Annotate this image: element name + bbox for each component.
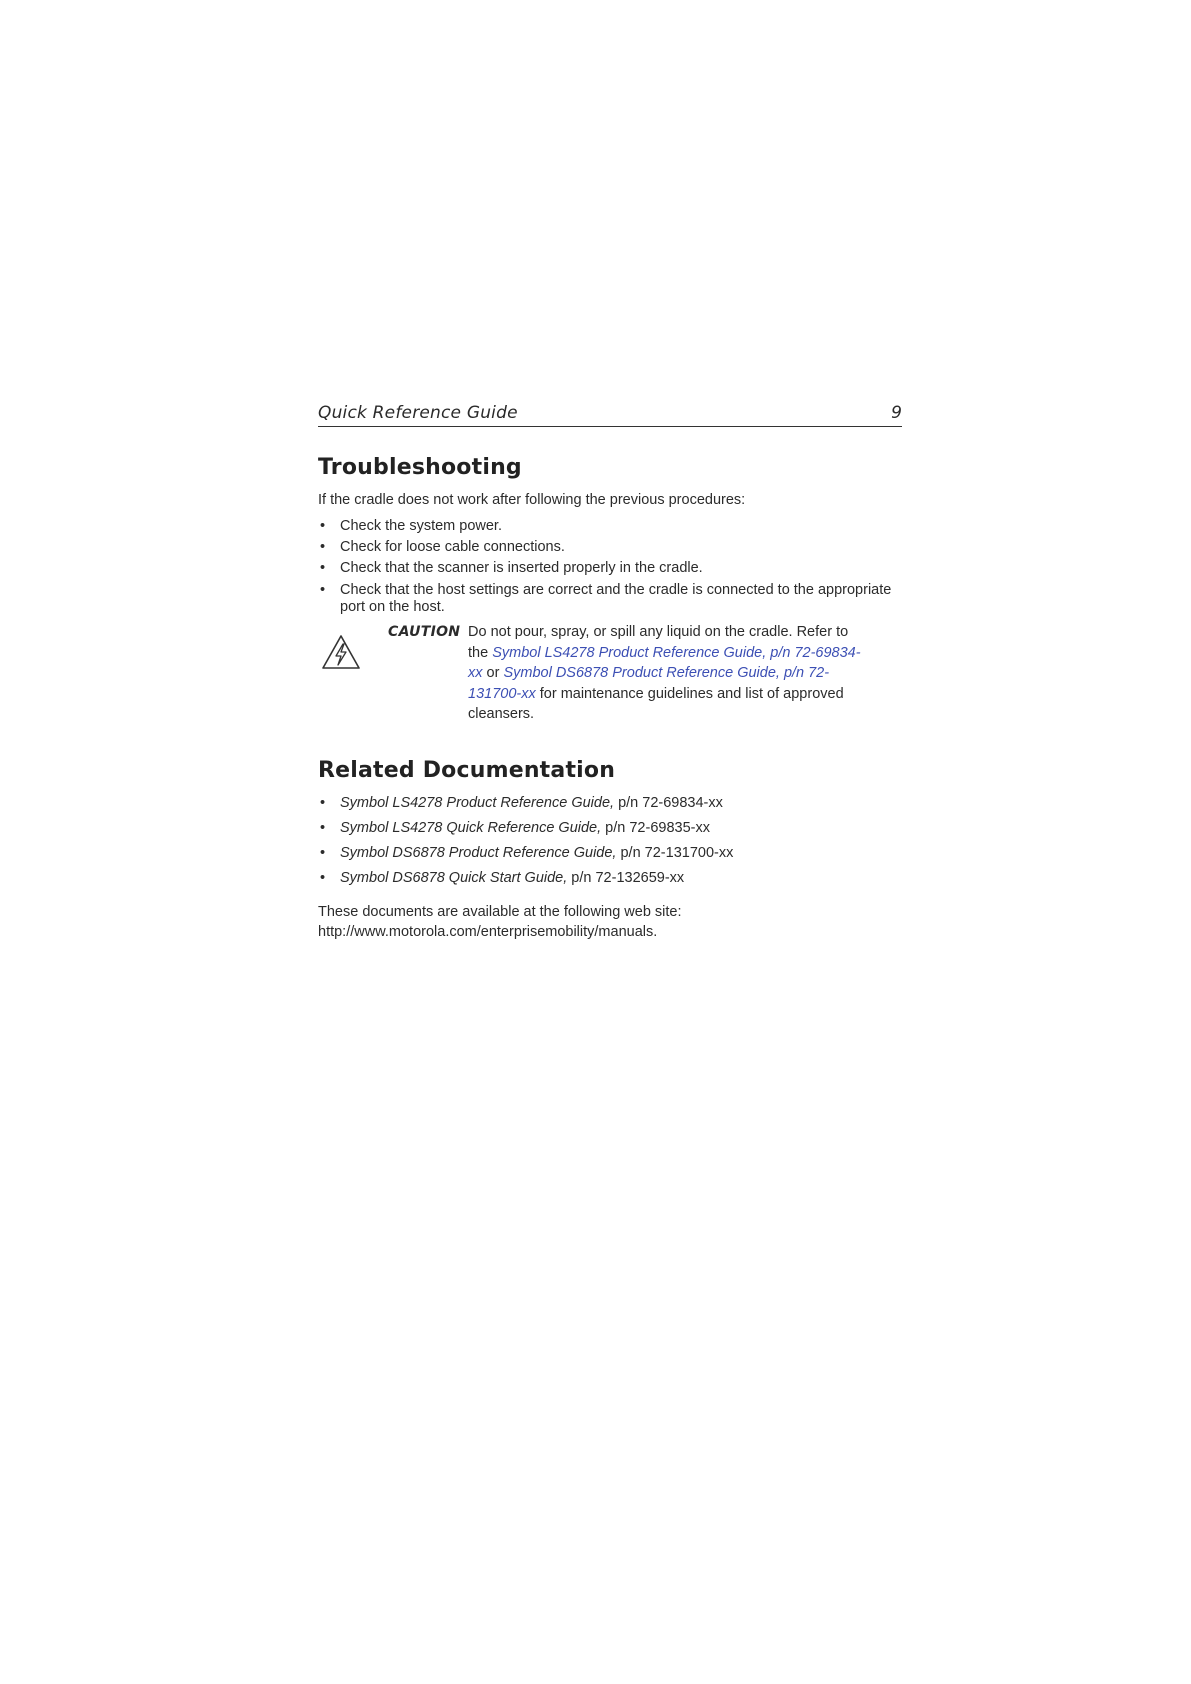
list-item-text: Check the system power.	[340, 518, 502, 534]
troubleshooting-intro: If the cradle does not work after following the previous procedures:	[318, 492, 746, 508]
electrical-hazard-warning-icon	[321, 634, 361, 670]
list-item	[318, 843, 902, 863]
running-header	[318, 400, 902, 427]
bullet-icon: •	[320, 582, 326, 598]
bullet-icon: •	[320, 870, 326, 886]
troubleshooting-list	[318, 516, 902, 616]
document-part-number: p/n 72-69834-xx	[614, 795, 723, 811]
list-item	[318, 818, 902, 838]
running-title: Quick Reference Guide	[318, 403, 518, 423]
related-documentation-heading: Related Documentation	[318, 758, 616, 783]
list-item	[318, 516, 902, 536]
bullet-icon: •	[320, 795, 326, 811]
bullet-icon: •	[320, 560, 326, 576]
document-title: Symbol LS4278 Quick Reference Guide,	[340, 820, 602, 836]
ds6878-product-reference-guide-link[interactable]: Symbol DS6878 Product Reference Guide, p/n 72-131700-xx	[468, 665, 830, 702]
caution-text-part: or	[482, 665, 504, 681]
availability-note	[318, 902, 902, 942]
bullet-icon: •	[320, 845, 326, 861]
caution-text	[468, 622, 868, 725]
document-part-number: p/n 72-132659-xx	[567, 870, 685, 886]
list-item	[318, 582, 902, 616]
document-title: Symbol DS6878 Product Reference Guide,	[340, 845, 617, 861]
caution-text-part: Do not pour, spray, or spill any liquid on the cradle. Refer to the	[468, 624, 849, 661]
list-item	[318, 558, 902, 578]
bullet-icon: •	[320, 539, 326, 555]
caution-label: CAUTION	[388, 624, 461, 640]
page-number: 9	[891, 403, 902, 423]
list-item	[318, 793, 902, 813]
document-part-number: p/n 72-69835-xx	[601, 820, 710, 836]
bullet-icon: •	[320, 820, 326, 836]
troubleshooting-heading: Troubleshooting	[318, 455, 522, 480]
list-item	[318, 537, 902, 557]
document-title: Symbol LS4278 Product Reference Guide,	[340, 795, 615, 811]
list-item-text: Check that the scanner is inserted properly in the cradle.	[340, 560, 703, 576]
related-documentation-list	[318, 793, 902, 888]
list-item	[318, 868, 902, 888]
document-page	[318, 400, 902, 957]
caution-block	[318, 622, 902, 732]
caution-text-part: for maintenance guidelines and list of approved cleansers.	[468, 685, 844, 722]
document-title: Symbol DS6878 Quick Start Guide,	[340, 870, 568, 886]
document-part-number: p/n 72-131700-xx	[616, 845, 734, 861]
list-item-text: Check that the host settings are correct and the cradle is connected to the appropriate port on the host.	[340, 582, 892, 615]
manuals-url: http://www.motorola.com/enterprisemobility/manuals.	[318, 924, 658, 940]
ls4278-product-reference-guide-link[interactable]: Symbol LS4278 Product Reference Guide, p/n 72-69834-xx	[468, 644, 861, 681]
availability-note-text: These documents are available at the following web site:	[318, 904, 682, 920]
list-item-text: Check for loose cable connections.	[340, 539, 565, 555]
bullet-icon: •	[320, 518, 326, 534]
